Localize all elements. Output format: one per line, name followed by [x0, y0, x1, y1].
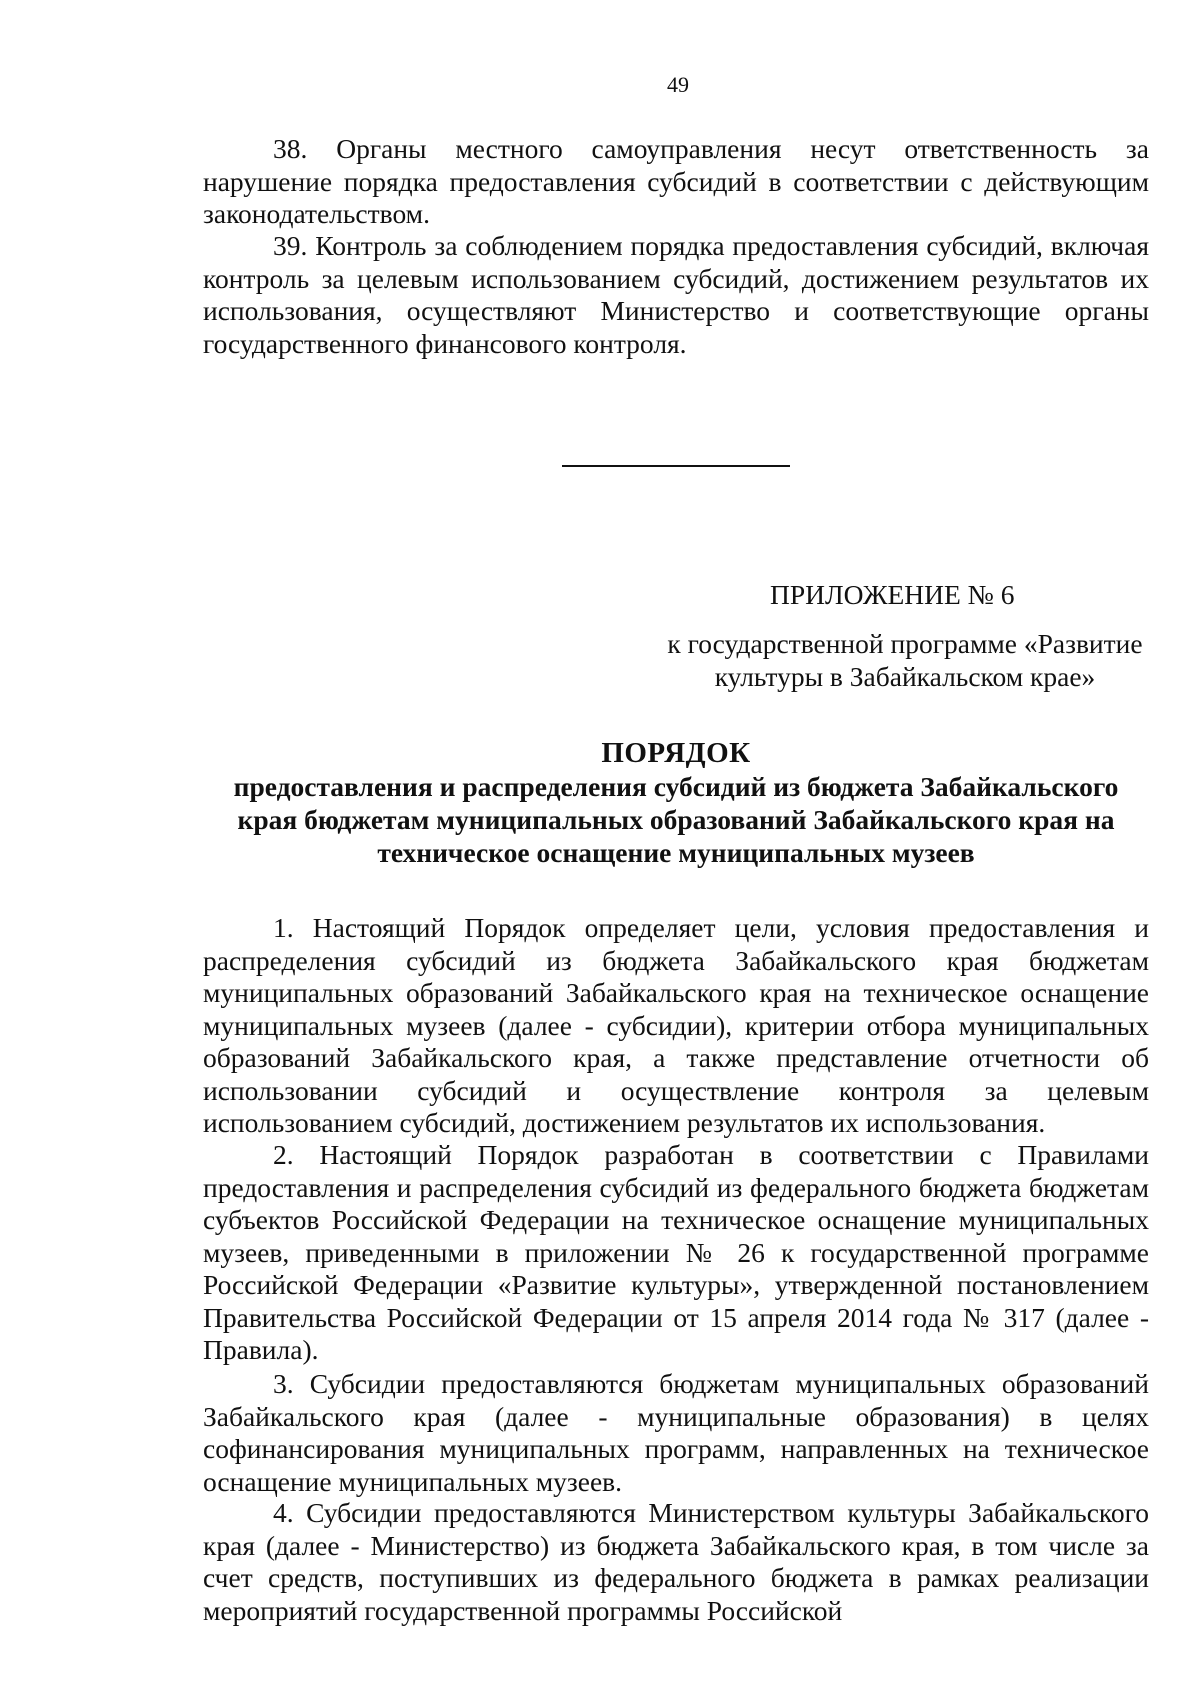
appendix-title: ПРИЛОЖЕНИЕ № 6 [770, 579, 1015, 610]
section-divider [562, 465, 790, 467]
page-number: 49 [667, 72, 689, 97]
clause-3: 3. Субсидии предоставляются бюджетам муниципальных образований Забайкальского края (далее - муниципальные образования) в целях софинансирования муниципальных программ, направленных на техническое оснащение муниципальных музеев. [203, 1368, 1149, 1497]
clause-1: 1. Настоящий Порядок определяет цели, условия предоставления и распределения субсидий из бюджета Забайкальского края бюджетам муниципальных образований Забайкальского края на техническое оснащение муниципальных музеев (далее - субсидии), критерии отбора муниципальных образований Забайкальского края, а также представление отчетности об использовании субсидий и осуществление контроля за целевым использованием субсидий, достижением результатов их использования. [203, 912, 1149, 1138]
clause-2: 2. Настоящий Порядок разработан в соответствии с Правилами предоставления и распределения субсидий из федерального бюджета бюджетам субъектов Российской Федерации на техническое оснащение муниципальных музеев, приведенными в приложении № 26 к государственной программе Российской Федерации «Развитие культуры», утвержденной постановлением Правительства Российской Федерации от 15 апреля 2014 года № 317 (далее - Правила). [203, 1139, 1149, 1365]
paragraph-38: 38. Органы местного самоуправления несут ответственность за нарушение порядка предоставления субсидий в соответствии с действующим законодательством. [203, 133, 1149, 229]
order-title: предоставления и распределения субсидий из бюджета Забайкальского края бюджетам муниципальных образований Забайкальского края на техническое оснащение муниципальных музеев [233, 771, 1119, 868]
clause-4: 4. Субсидии предоставляются Министерством культуры Забайкальского края (далее - Министерство) из бюджета Забайкальского края, в том числе за счет средств, поступивших из федерального бюджета в рамках реализации мероприятий государственной программы Российской [203, 1497, 1149, 1626]
paragraph-39: 39. Контроль за соблюдением порядка предоставления субсидий, включая контроль за целевым использованием субсидий, достижением результатов их использования, осуществляют Министерство и соответствующие органы государственного финансового контроля. [203, 230, 1149, 359]
appendix-subtitle: к государственной программе «Развитие культуры в Забайкальском крае» [667, 628, 1143, 692]
order-heading: ПОРЯДОК [601, 737, 751, 769]
